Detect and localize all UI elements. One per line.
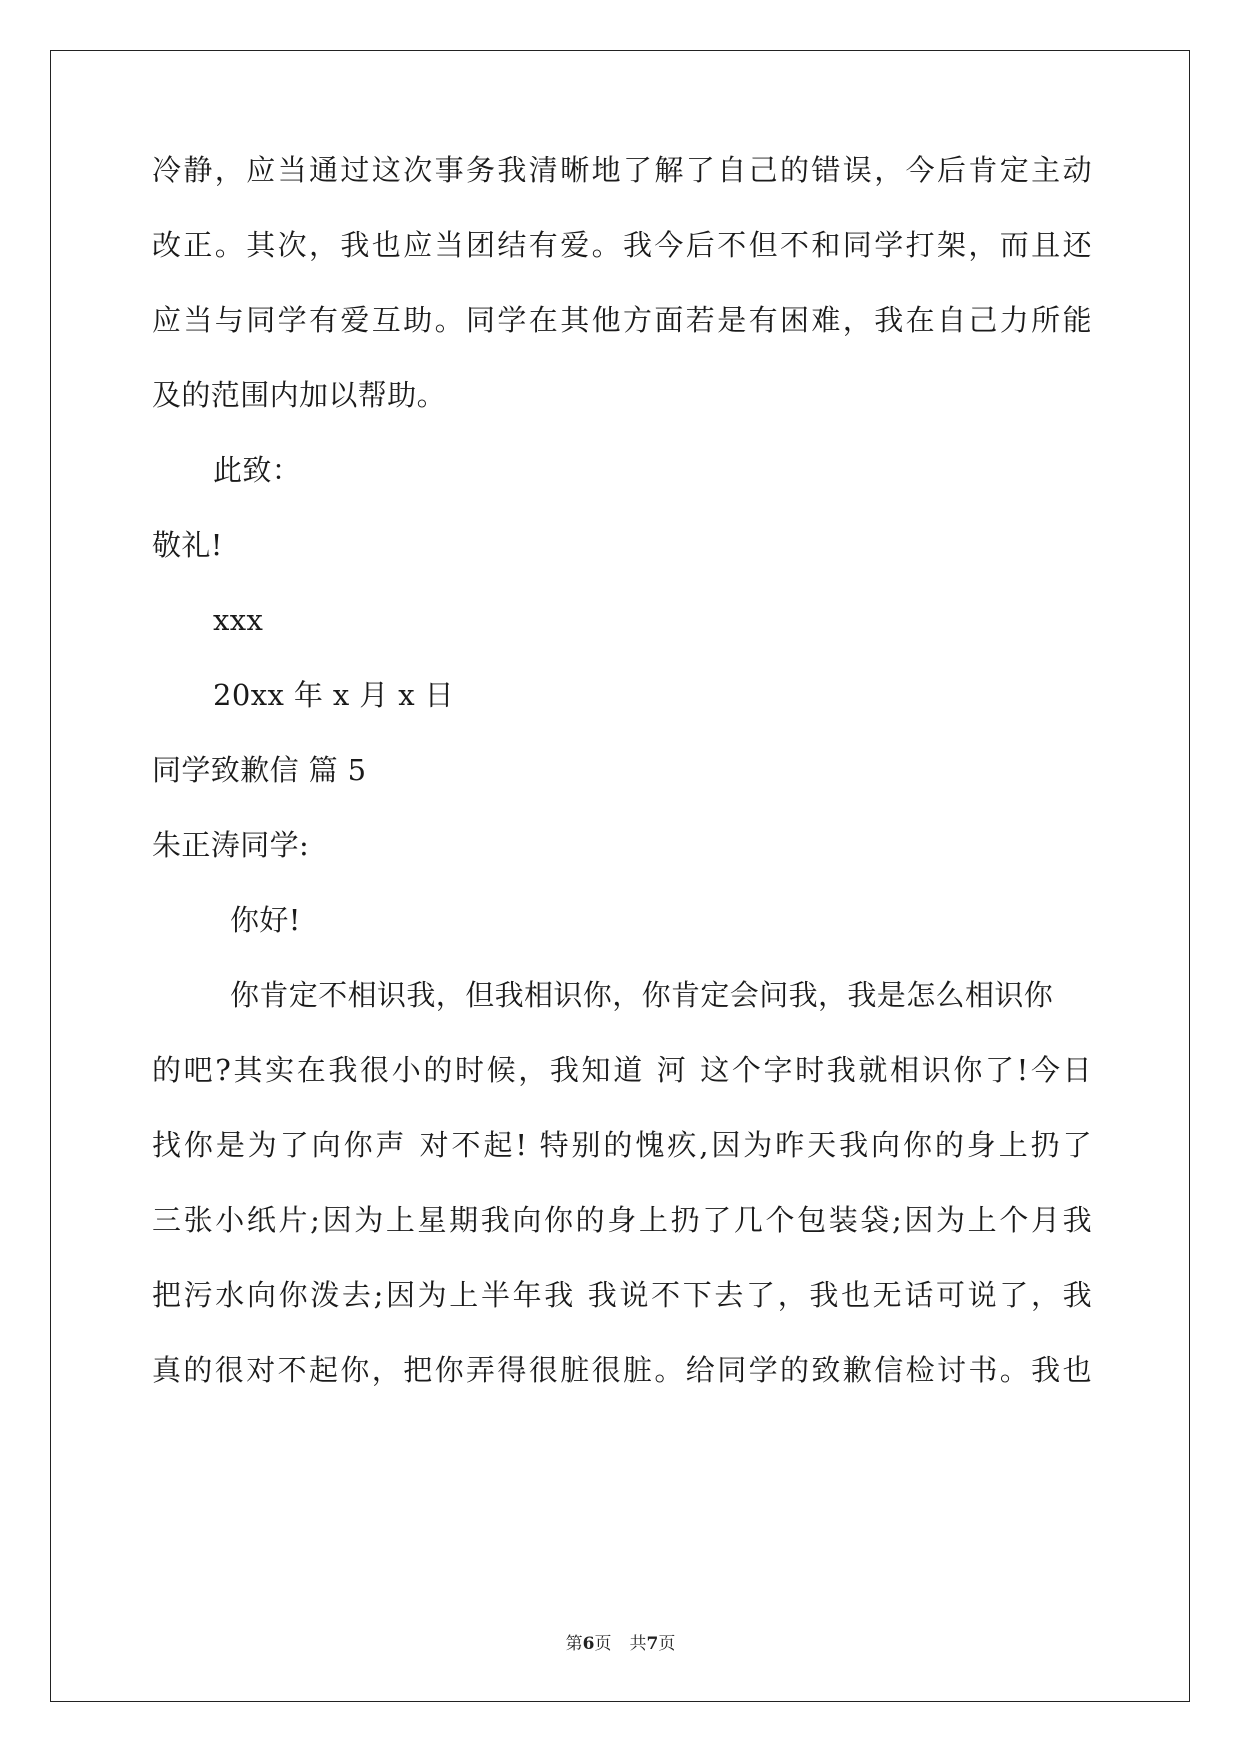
paragraph-line: 及的范围内加以帮助。 xyxy=(152,378,447,412)
footer-page-total: 7 xyxy=(646,1634,659,1654)
closing-salutation: 此致： xyxy=(213,453,302,487)
paragraph-line: 找你是为了向你声 对不起! 特别的愧疚,因为昨天我向你的身上扔了 xyxy=(152,1128,1092,1162)
letter-recipient: 朱正涛同学: xyxy=(152,828,310,862)
paragraph-line: 应当与同学有爱互助。同学在其他方面若是有困难，我在自己力所能 xyxy=(152,303,1092,337)
page-footer xyxy=(0,1633,1241,1655)
paragraph-line: 真的很对不起你，把你弄得很脏很脏。给同学的致歉信检讨书。我也 xyxy=(152,1353,1092,1387)
letter-greeting: 你好! xyxy=(230,903,301,937)
paragraph-line: 冷静，应当通过这次事务我清晰地了解了自己的错误，今后肯定主动 xyxy=(152,153,1092,187)
section-heading: 同学致歉信 篇 5 xyxy=(152,753,367,787)
footer-page-prefix: 第 xyxy=(565,1634,583,1654)
footer-total-suffix: 页 xyxy=(658,1634,676,1654)
page-border xyxy=(50,50,1190,1702)
footer-page-current: 6 xyxy=(582,1634,595,1654)
closing-regards: 敬礼! xyxy=(152,528,223,562)
paragraph-line: 三张小纸片;因为上星期我向你的身上扔了几个包装袋;因为上个月我 xyxy=(152,1203,1092,1237)
paragraph-line: 把污水向你泼去;因为上半年我 我说不下去了，我也无话可说了，我 xyxy=(152,1278,1092,1312)
footer-page-mid: 页 xyxy=(594,1634,612,1654)
signature-date: 20xx 年 x 月 x 日 xyxy=(213,678,455,712)
footer-total-prefix: 共 xyxy=(629,1634,647,1654)
signature-name: xxx xyxy=(213,603,264,637)
paragraph-line: 改正。其次，我也应当团结有爱。我今后不但不和同学打架，而且还 xyxy=(152,228,1092,262)
paragraph-line: 的吧?其实在我很小的时候，我知道 河 这个字时我就相识你了!今日 xyxy=(152,1053,1092,1087)
paragraph-line: 你肯定不相识我，但我相识你，你肯定会问我，我是怎么相识你 xyxy=(230,978,1054,1012)
